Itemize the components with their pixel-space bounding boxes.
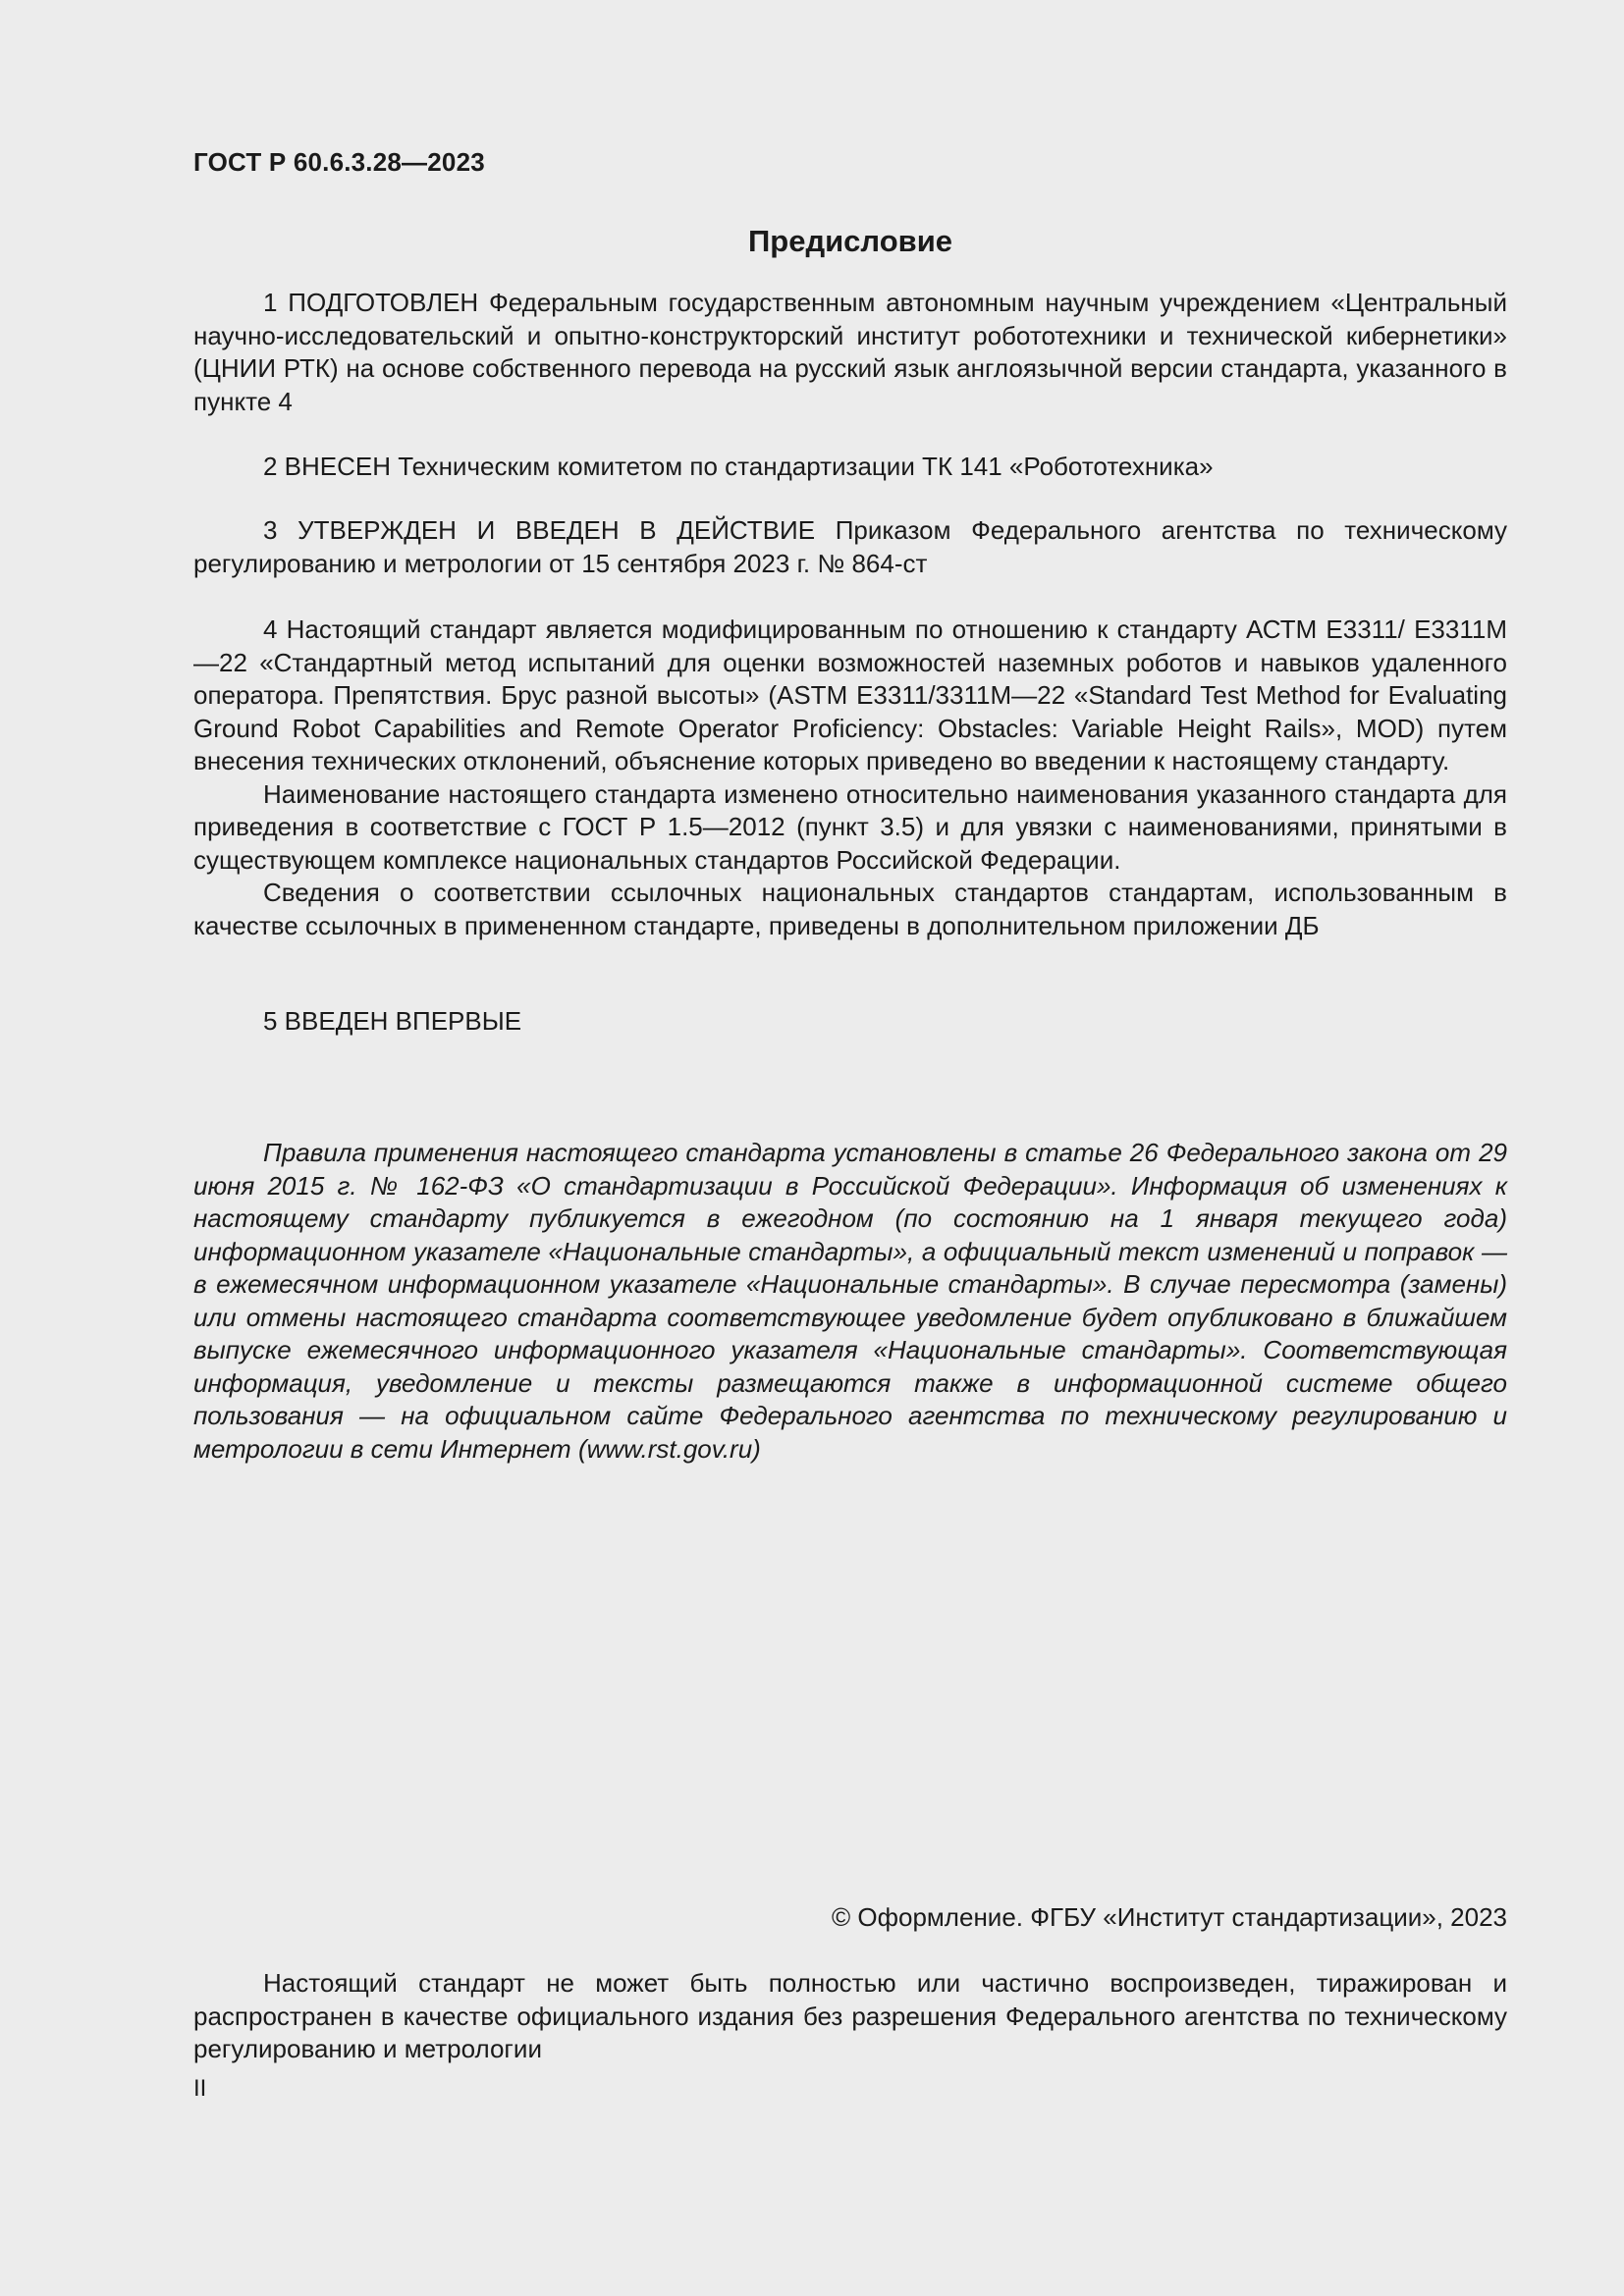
application-rules-text: Правила применения настоящего стандарта установлены в статье 26 Федерального закона от 29 июня 2015 г. № 162-ФЗ «О стандартизации в Российской Федерации». Информация об изменениях к настоящему стандарту публикуется в ежегодном (по состоянию на 1 января текущего года) информационном указателе «Национальные стандарты», а официальный текст изменений и поправок — в ежемесячном информационном указателе «Национальные стандарты». В случае пересмотра (замены) или отмены настоящего стандарта соответствующее уведомление будет опубликовано в ближайшем выпуске ежемесячного информационного указателя «Национальные стандарты». Соответствующая информация, уведомление и тексты размещаются также в информационной системе общего пользования — на официальном сайте Федерального агентства по техническому регулированию и метрологии в сети Интернет (www.rst.gov.ru) bbox=[193, 1138, 1507, 1464]
foreword-item-1-text: 1 ПОДГОТОВЛЕН Федеральным государственным автономным научным учреждением «Центральный научно-исследовательский и опытно-конструкторский институт робототехники и технической кибернетики» (ЦНИИ РТК) на основе собственного перевода на русский язык англоязычной версии стандарта, указанного в пункте 4 bbox=[193, 288, 1507, 416]
foreword-item-2-text: 2 ВНЕСЕН Техническим комитетом по стандартизации ТК 141 «Робототехника» bbox=[263, 452, 1214, 481]
page-title: Предисловие bbox=[747, 224, 952, 258]
document-code: ГОСТ Р 60.6.3.28—2023 bbox=[193, 147, 485, 177]
reproduction-restriction bbox=[193, 1967, 1507, 2066]
foreword-item-4-name-note: Наименование настоящего стандарта изменено относительно наименования указанного стандарта для приведения в соответствие с ГОСТ Р 1.5—2012 (пункт 3.5) и для увязки с наименованиями, принятыми в существующем комплексе национальных стандартов Российской Федерации. bbox=[193, 778, 1507, 875]
foreword-item-5 bbox=[193, 1005, 1507, 1039]
foreword-item-5-text: 5 ВВЕДЕН ВПЕРВЫЕ bbox=[263, 1006, 522, 1036]
foreword-item-2 bbox=[193, 451, 1507, 484]
reproduction-restriction-text: Настоящий стандарт не может быть полностью или частично воспроизведен, тиражирован и распространен в качестве официального издания без разрешения Федерального агентства по техническому регулированию и метрологии bbox=[193, 1968, 1507, 2063]
copyright-line: © Оформление. ФГБУ «Институт стандартизации», 2023 bbox=[832, 1902, 1507, 1932]
foreword-item-3 bbox=[193, 514, 1507, 580]
foreword-item-3-text: 3 УТВЕРЖДЕН И ВВЕДЕН В ДЕЙСТВИЕ Приказом Федерального агентства по техническому регулированию и метрологии от 15 сентября 2023 г. № 864-ст bbox=[193, 515, 1507, 578]
foreword-item-4 bbox=[193, 614, 1507, 942]
foreword-item-1 bbox=[193, 287, 1507, 418]
application-rules-notice bbox=[193, 1137, 1507, 1466]
foreword-item-4-references-note: Сведения о соответствии ссылочных национальных стандартов стандартам, использованным в качестве ссылочных в примененном стандарте, приведены в дополнительном приложении ДБ bbox=[193, 878, 1507, 940]
page-number: II bbox=[193, 2075, 207, 2102]
foreword-item-4-text: 4 Настоящий стандарт является модифицированным по отношению к стандарту АСТМ Е3311/ Е3311М—22 «Стандартный метод испытаний для оценки возможностей наземных роботов и навыков удаленного оператора. Препятствия. Брус разной высоты» (ASTM E3311/3311M—22 «Standard Test Method for Evaluating Ground Robot Capabilities and Remote Operator Proficiency: Obstacles: Variable Height Rails», MOD) путем внесения технических отклонений, объяснение которых приведено во введении к настоящему стандарту. bbox=[193, 614, 1507, 775]
